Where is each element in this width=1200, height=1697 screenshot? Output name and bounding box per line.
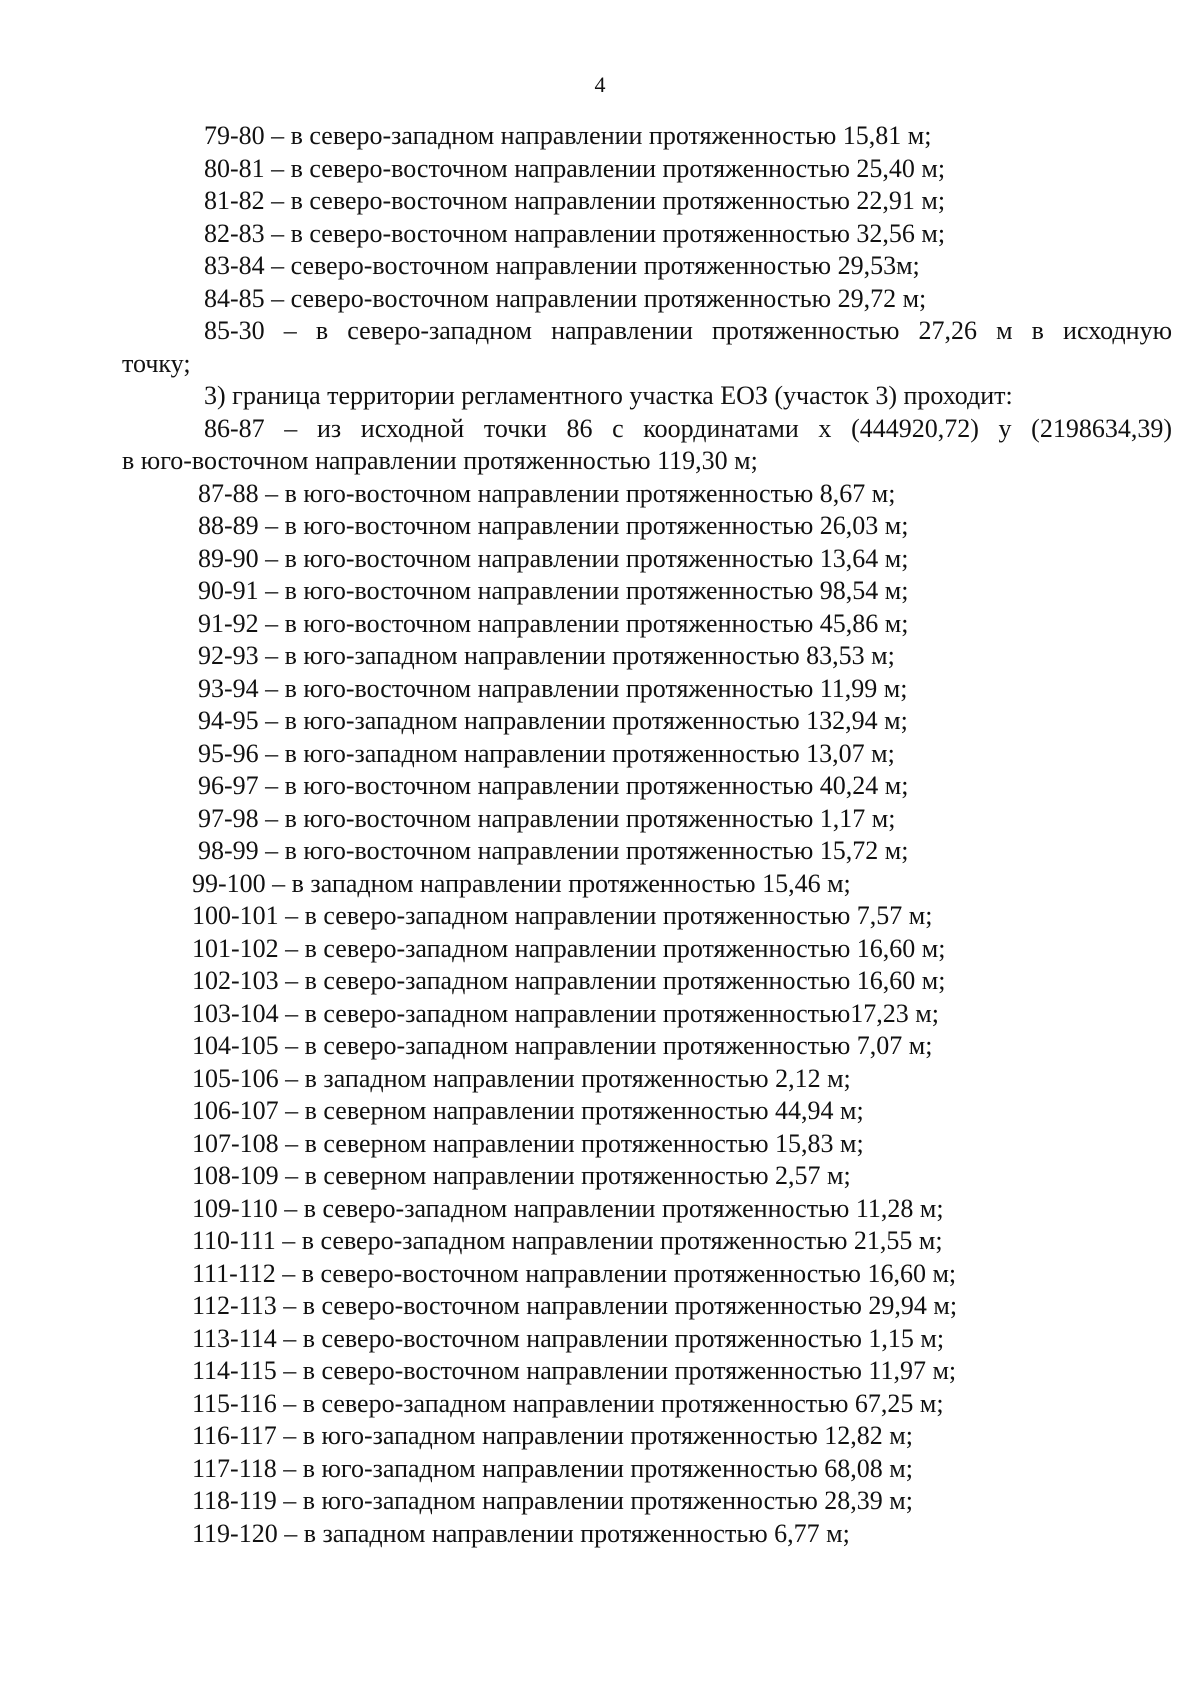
text-line: 87-88 – в юго-восточном направлении протяженностью 8,67 м; <box>198 478 896 508</box>
text-line: 101-102 – в северо-западном направлении протяженностью 16,60 м; <box>192 933 946 963</box>
text-line: точку; <box>122 348 191 378</box>
text-line: 105-106 – в западном направлении протяженностью 2,12 м; <box>192 1063 851 1093</box>
text-line: 99-100 – в западном направлении протяженностью 15,46 м; <box>192 868 851 898</box>
text-line: 107-108 – в северном направлении протяженностью 15,83 м; <box>192 1128 864 1158</box>
text-line: 100-101 – в северо-западном направлении протяженностью 7,57 м; <box>192 901 933 930</box>
text-line: 119-120 – в западном направлении протяженностью 6,77 м; <box>192 1518 850 1548</box>
text-line: 108-109 – в северном направлении протяженностью 2,57 м; <box>192 1161 851 1190</box>
text-line: 79-80 – в северо-западном направлении протяженностью 15,81 м; <box>204 121 932 150</box>
text-line: 96-97 – в юго-восточном направлении протяженностью 40,24 м; <box>198 771 909 800</box>
text-line: 80-81 – в северо-восточном направлении протяженностью 25,40 м; <box>204 153 946 183</box>
text-line: 93-94 – в юго-восточном направлении протяженностью 11,99 м; <box>198 673 908 703</box>
text-line: 98-99 – в юго-восточном направлении протяженностью 15,72 м; <box>198 836 909 865</box>
text-line: в юго-восточном направлении протяженностью 119,30 м; <box>122 446 758 475</box>
text-line: 85-30 – в северо-западном направлении протяженностью 27,26 м в исходную <box>204 316 1172 345</box>
text-line: 114-115 – в северо-восточном направлении протяженностью 11,97 м; <box>192 1356 957 1385</box>
document-body <box>122 120 1172 1550</box>
text-line: 111-112 – в северо-восточном направлении протяженностью 16,60 м; <box>192 1258 957 1288</box>
text-line: 86-87 – из исходной точки 86 с координатами х (444920,72) у (2198634,39) <box>204 413 1172 443</box>
text-line: 118-119 – в юго-западном направлении протяженностью 28,39 м; <box>192 1486 913 1515</box>
text-line: 113-114 – в северо-восточном направлении протяженностью 1,15 м; <box>192 1323 945 1353</box>
text-line: 103-104 – в северо-западном направлении протяженностью17,23 м; <box>192 998 939 1028</box>
text-line: 106-107 – в северном направлении протяженностью 44,94 м; <box>192 1096 864 1125</box>
text-line: 97-98 – в юго-восточном направлении протяженностью 1,17 м; <box>198 803 896 833</box>
section-heading: 3) граница территории регламентного участка ЕОЗ (участок 3) проходит: <box>204 381 1013 410</box>
text-line: 117-118 – в юго-западном направлении протяженностью 68,08 м; <box>192 1453 913 1483</box>
text-line: 102-103 – в северо-западном направлении протяженностью 16,60 м; <box>192 966 946 995</box>
text-line: 104-105 – в северо-западном направлении протяженностью 7,07 м; <box>192 1031 933 1060</box>
text-line: 84-85 – северо-восточном направлении протяженностью 29,72 м; <box>204 283 927 313</box>
text-line: 112-113 – в северо-восточном направлении протяженностью 29,94 м; <box>192 1291 958 1320</box>
text-line: 94-95 – в юго-западном направлении протяженностью 132,94 м; <box>198 706 908 735</box>
text-line: 92-93 – в юго-западном направлении протяженностью 83,53 м; <box>198 641 895 670</box>
text-line: 115-116 – в северо-западном направлении протяженностью 67,25 м; <box>192 1388 944 1418</box>
text-line: 81-82 – в северо-восточном направлении протяженностью 22,91 м; <box>204 186 946 215</box>
text-line: 109-110 – в северо-западном направлении протяженностью 11,28 м; <box>192 1193 944 1223</box>
text-line: 82-83 – в северо-восточном направлении протяженностью 32,56 м; <box>204 218 946 248</box>
text-line: 110-111 – в северо-западном направлении протяженностью 21,55 м; <box>192 1226 943 1255</box>
page-number: 4 <box>594 72 606 97</box>
text-line: 89-90 – в юго-восточном направлении протяженностью 13,64 м; <box>198 543 909 573</box>
text-line: 90-91 – в юго-восточном направлении протяженностью 98,54 м; <box>198 576 909 605</box>
text-line: 91-92 – в юго-восточном направлении протяженностью 45,86 м; <box>198 608 909 638</box>
text-line: 88-89 – в юго-восточном направлении протяженностью 26,03 м; <box>198 511 909 540</box>
text-line: 95-96 – в юго-западном направлении протяженностью 13,07 м; <box>198 738 895 768</box>
text-line: 116-117 – в юго-западном направлении протяженностью 12,82 м; <box>192 1421 913 1450</box>
text-line: 83-84 – северо-восточном направлении протяженностью 29,53м; <box>204 251 920 280</box>
